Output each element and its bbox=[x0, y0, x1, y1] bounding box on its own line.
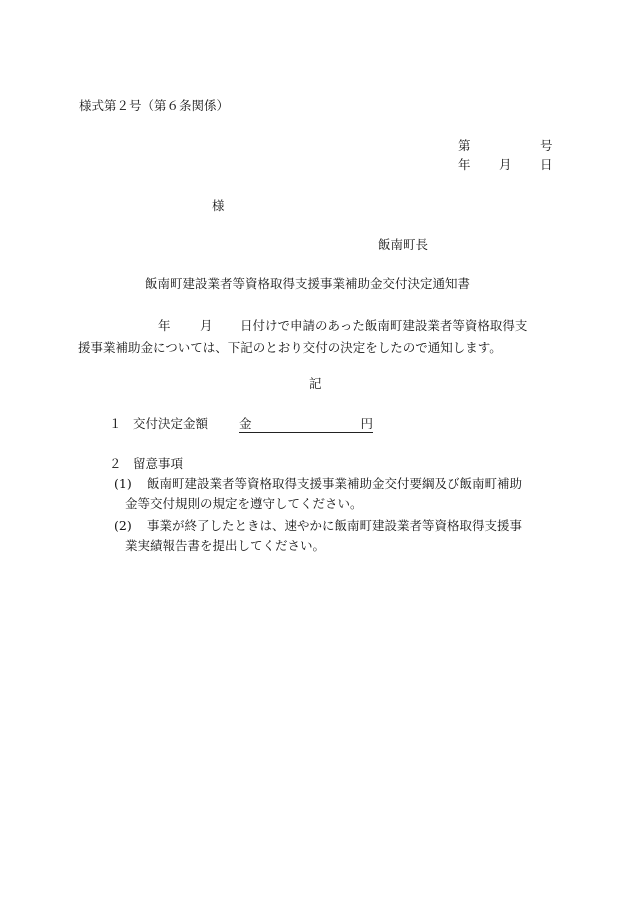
note1-number: (1) bbox=[114, 476, 132, 491]
date-year: 年 bbox=[458, 157, 471, 172]
body-year: 年 bbox=[158, 318, 171, 333]
addressee-suffix: 様 bbox=[212, 198, 225, 213]
document-title: 飯南町建設業者等資格取得支援事業補助金交付決定通知書 bbox=[145, 276, 471, 291]
ki-heading: 記 bbox=[309, 376, 322, 391]
note2-line-2: 業実績報告書を提出してください。 bbox=[125, 538, 326, 553]
body-line-1: 日付けで申請のあった飯南町建設業者等資格取得支 bbox=[240, 318, 528, 333]
note1-line-2: 金等交付規則の規定を遵守してください。 bbox=[125, 496, 363, 511]
number-suffix: 号 bbox=[540, 138, 553, 153]
body-line-2: 援事業補助金については、下記のとおり交付の決定をしたので通知します。 bbox=[78, 340, 502, 355]
amount-field bbox=[239, 416, 373, 433]
item1-number: １ bbox=[109, 416, 122, 431]
item2-number: ２ bbox=[109, 456, 122, 471]
note2-line-1: 事業が終了したときは、速やかに飯南町建設業者等資格取得支援事 bbox=[147, 518, 523, 533]
form-label: 様式第２号（第６条関係） bbox=[79, 98, 230, 113]
date-month: 月 bbox=[499, 157, 512, 172]
number-prefix: 第 bbox=[458, 138, 471, 153]
amount-suffix: 円 bbox=[360, 416, 373, 431]
item1-label: 交付決定金額 bbox=[133, 416, 209, 431]
body-month: 月 bbox=[200, 318, 213, 333]
note2-number: (2) bbox=[114, 518, 132, 533]
note1-line-1: 飯南町建設業者等資格取得支援事業補助金交付要綱及び飯南町補助 bbox=[147, 476, 523, 491]
date-day: 日 bbox=[540, 157, 553, 172]
item2-label: 留意事項 bbox=[133, 456, 184, 471]
sender: 飯南町長 bbox=[378, 237, 429, 252]
amount-prefix: 金 bbox=[239, 416, 252, 431]
